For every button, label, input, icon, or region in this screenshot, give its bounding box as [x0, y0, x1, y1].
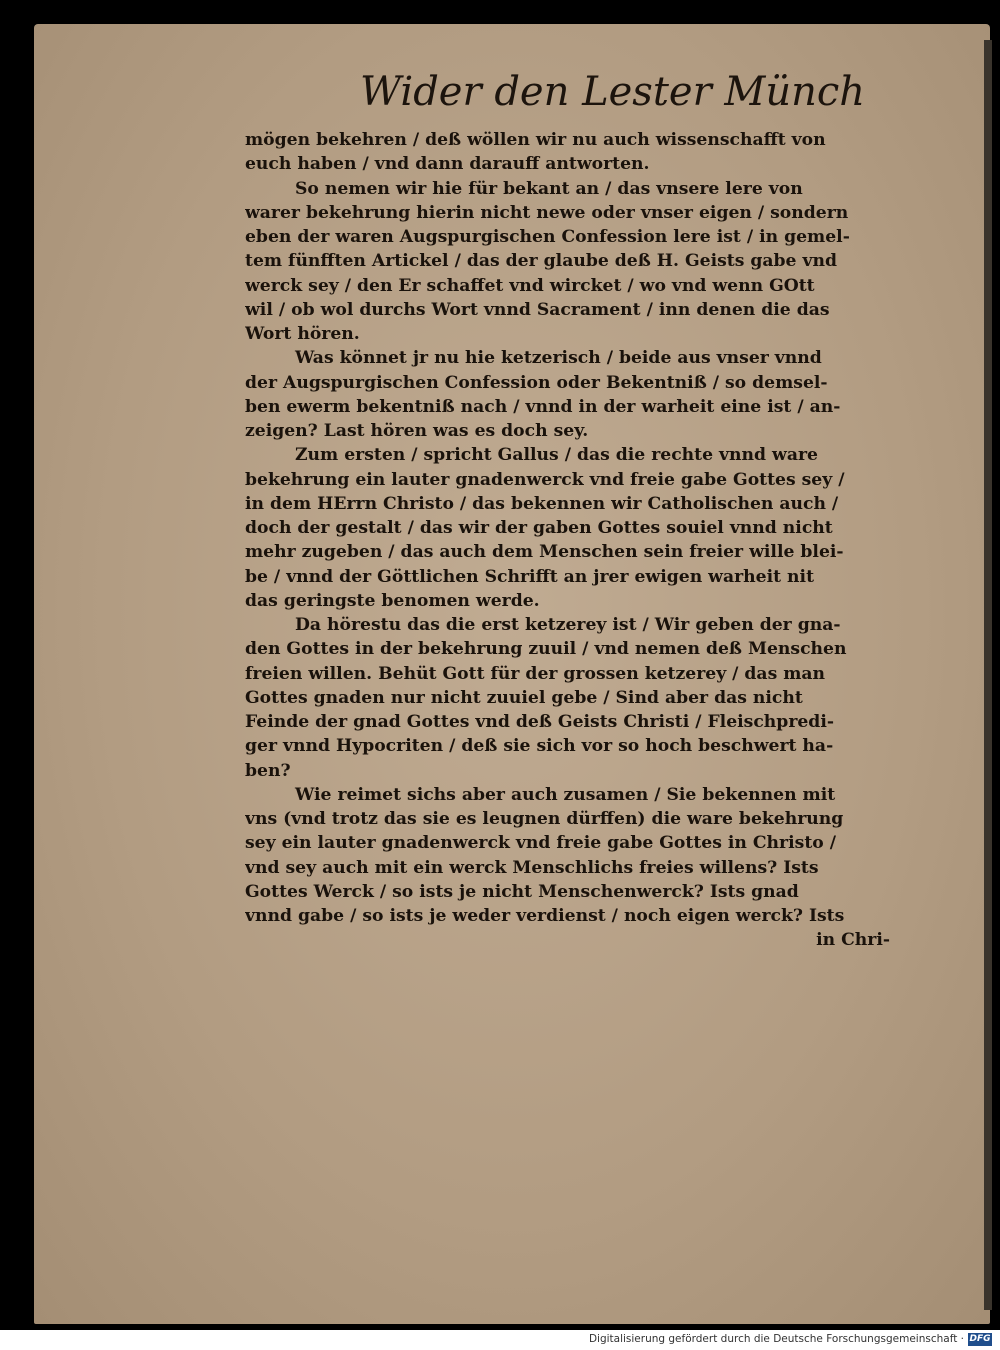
text-line: zeigen? Last hören was es doch sey. — [245, 421, 589, 441]
text-line: der Augspurgischen Confession oder Bekentniß / so demsel- — [245, 372, 828, 393]
text-line: euch haben / vnd dann darauff antworten. — [245, 154, 650, 175]
text-line: wil / ob wol durchs Wort vnnd Sacrament / inn denen die das — [245, 299, 830, 320]
text-line: vns (vnd trotz das sie es leugnen dürffen) die ware bekehrung — [245, 809, 844, 829]
body-text — [245, 128, 900, 953]
text-line: be / vnnd der Göttlichen Schrifft an jrer ewigen warheit nit — [245, 566, 815, 587]
text-line: ben? — [245, 760, 291, 781]
text-line: freien willen. Behüt Gott für der grossen ketzerey / das man — [245, 663, 826, 684]
text-line: in dem HErrn Christo / das bekennen wir Catholischen auch / — [245, 493, 839, 514]
text-line: ben ewerm bekentniß nach / vnnd in der warheit eine ist / an- — [245, 396, 841, 417]
footer-credit: Digitalisierung gefördert durch die Deutsche Forschungsgemeinschaft · — [588, 1333, 964, 1345]
text-line: ger vnnd Hypocriten / deß sie sich vor so hoch beschwert ha- — [245, 736, 834, 757]
text-line: mehr zugeben / das auch dem Menschen sein freier wille blei- — [245, 542, 844, 563]
text-line: Gottes gnaden nur nicht zuuiel gebe / Sind aber das nicht — [245, 687, 803, 708]
dfg-logo-icon: DFG — [969, 1334, 991, 1344]
text-line: Was könnet jr nu hie ketzerisch / beide aus vnser vnnd — [295, 348, 822, 369]
text-line: warer bekehrung hierin nicht newe oder vnser eigen / sondern — [245, 202, 849, 223]
text-line: den Gottes in der bekehrung zuuil / vnd nemen deß Menschen — [245, 639, 847, 660]
text-line: Zum ersten / spricht Gallus / das die rechte vnnd ware — [295, 445, 818, 466]
text-line: Da hörestu das die erst ketzerey ist / Wir geben der gna- — [295, 615, 841, 635]
text-line: mögen bekehren / deß wöllen wir nu auch wissenschafft von — [245, 130, 826, 150]
text-line: werck sey / den Er schaffet vnd wircket / wo vnd wenn GOtt — [245, 275, 815, 296]
text-line: vnnd gabe / so ists je weder verdienst / noch eigen werck? Ists — [245, 906, 845, 926]
text-line: bekehrung ein lauter gnadenwerck vnd freie gabe Gottes sey / — [245, 469, 845, 490]
text-line: Feinde der gnad Gottes vnd deß Geists Christi / Fleischpredi- — [245, 712, 834, 732]
text-line: doch der gestalt / das wir der gaben Gottes souiel vnnd nicht — [245, 518, 833, 538]
text-line: sey ein lauter gnadenwerck vnd freie gabe Gottes in Christo / — [245, 833, 836, 854]
page-edge — [984, 40, 992, 1310]
text-line: Wort hören. — [245, 324, 360, 344]
text-line: in Chri- — [816, 930, 890, 951]
text-line: das geringste benomen werde. — [245, 590, 540, 611]
text-line: eben der waren Augspurgischen Confession lere ist / in gemel- — [245, 227, 850, 247]
text-line: So nemen wir hie für bekant an / das vnsere lere von — [295, 178, 803, 199]
text-line: Gottes Werck / so ists je nicht Menschenwerck? Ists gnad — [245, 881, 799, 902]
text-line: Wie reimet sichs aber auch zusamen / Sie bekennen mit — [295, 784, 836, 805]
running-head: Wider den Lester Münch — [360, 69, 866, 115]
text-line: tem fünfften Artickel / das der glaube deß H. Geists gabe vnd — [245, 251, 837, 272]
text-line: vnd sey auch mit ein werck Menschlichs freies willens? Ists — [245, 857, 819, 878]
